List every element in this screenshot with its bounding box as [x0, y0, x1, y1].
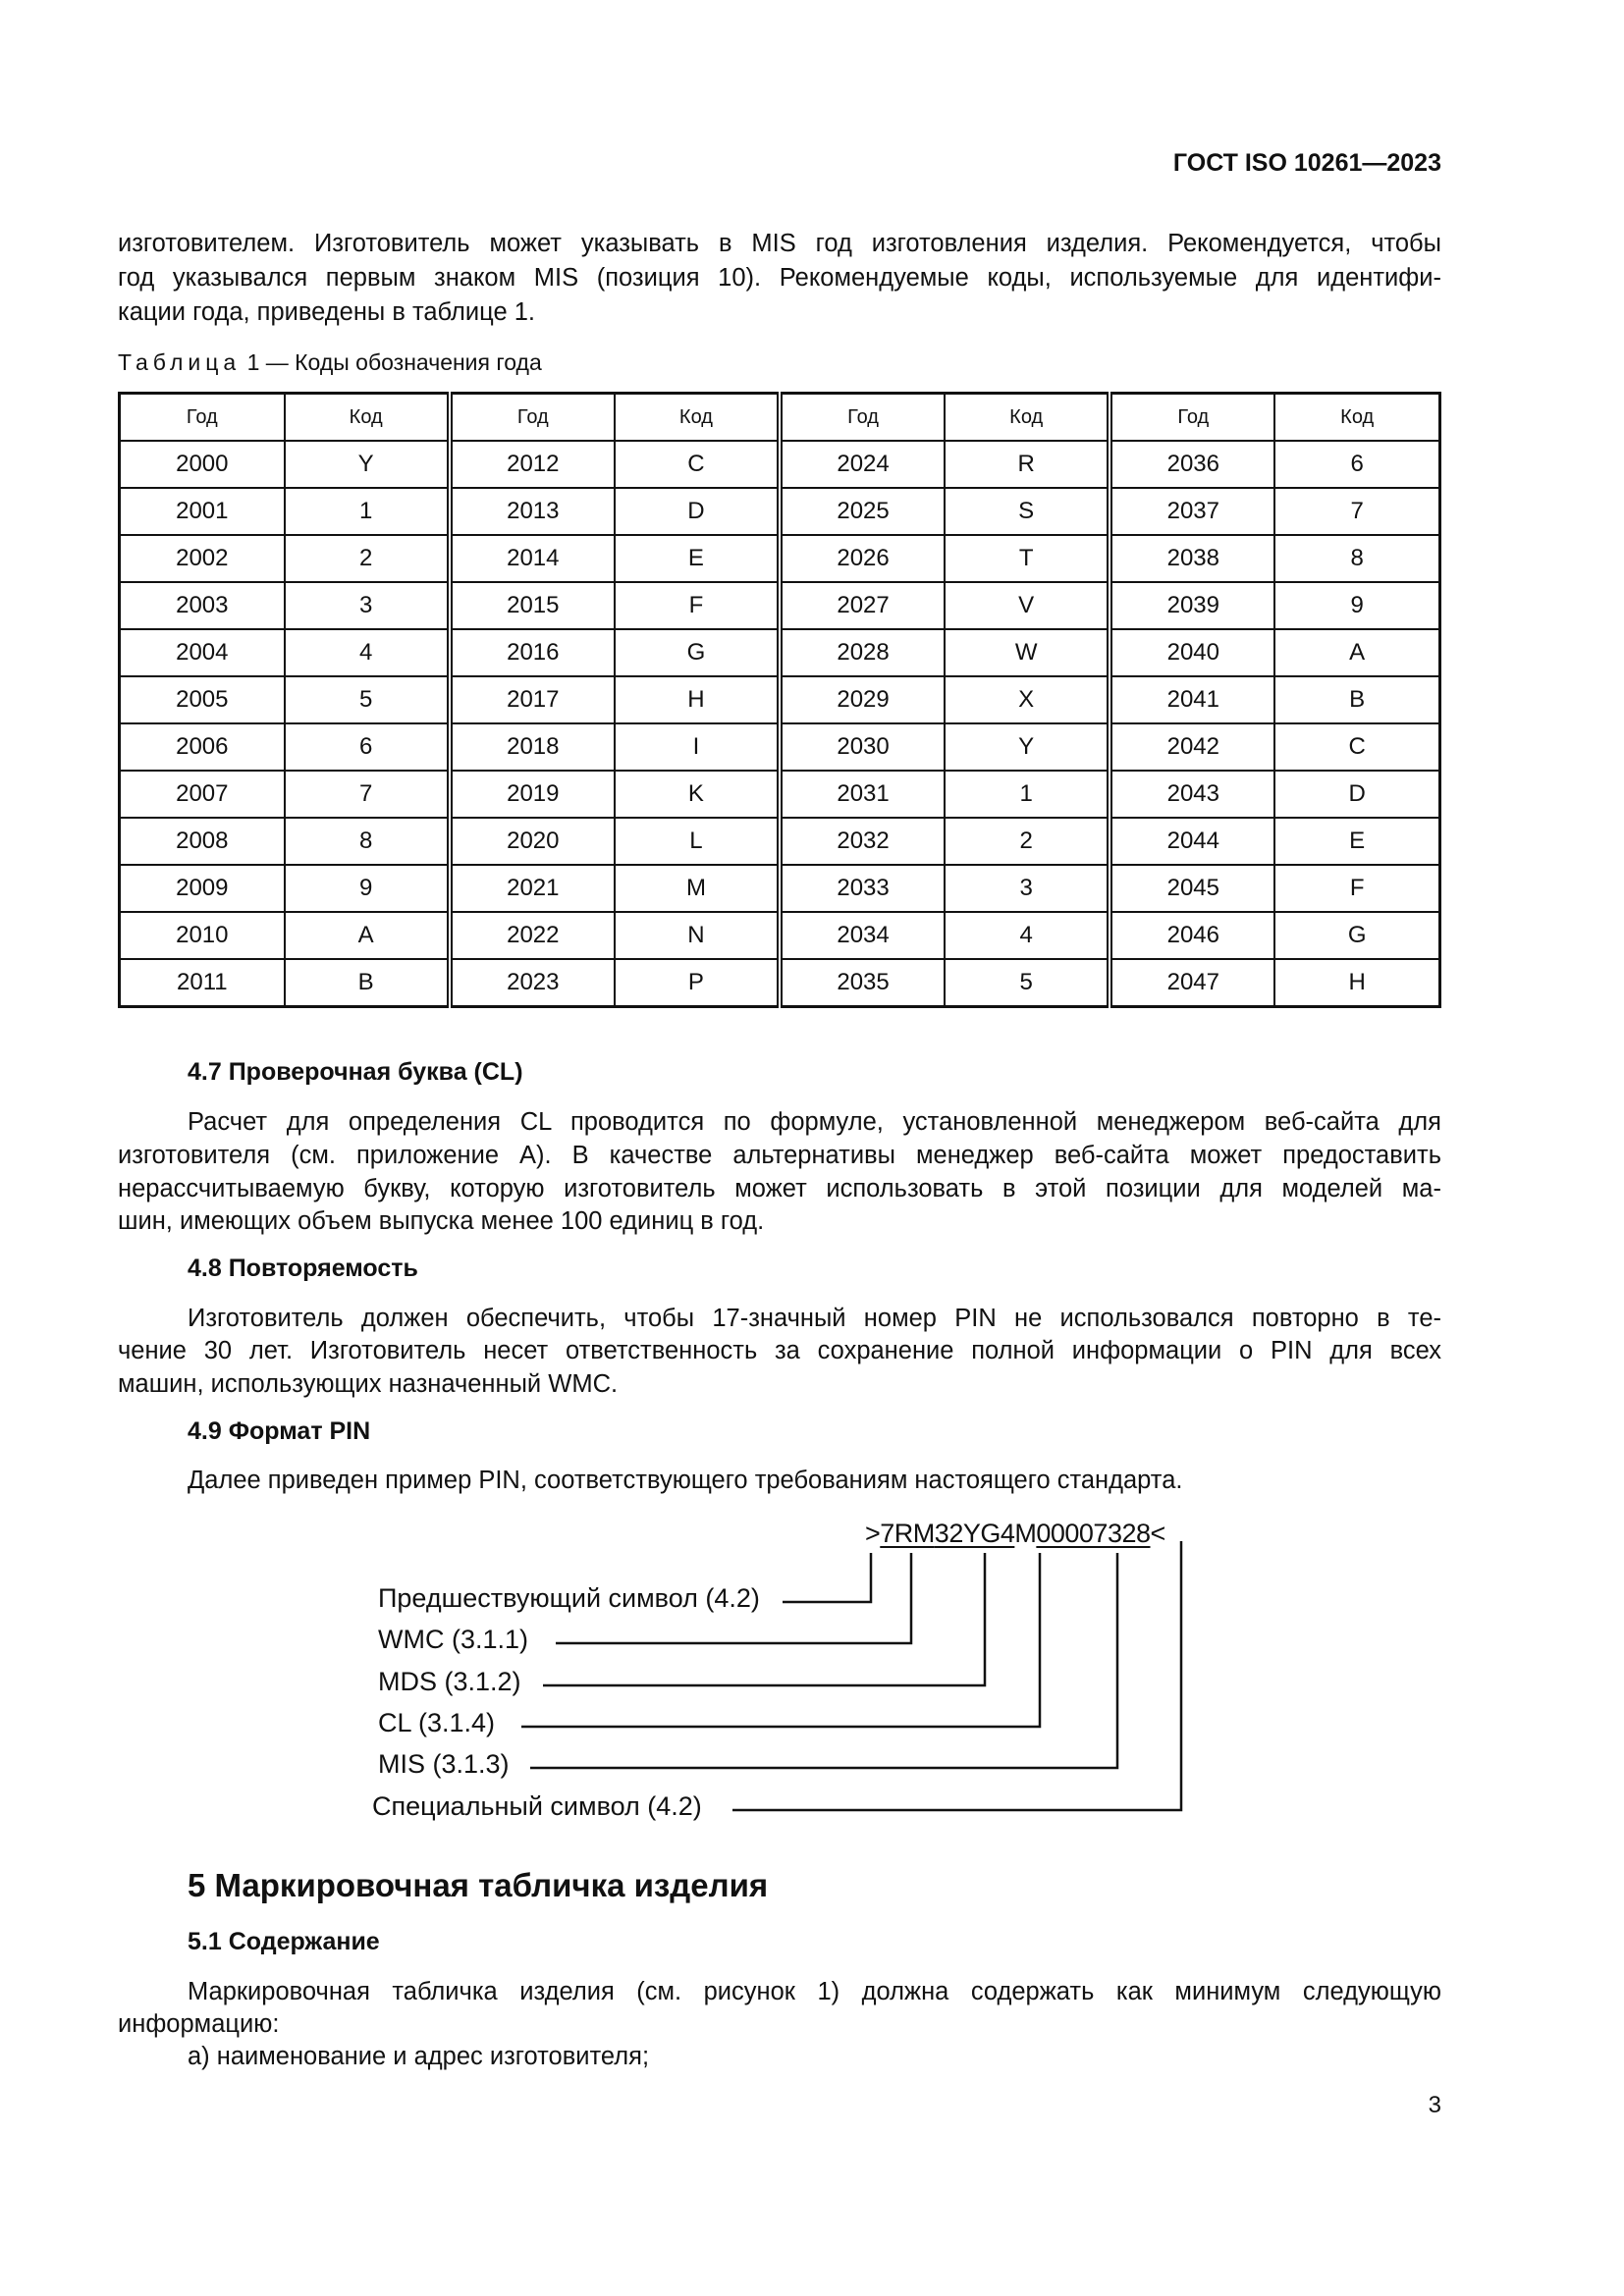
- code-cell: 1: [285, 488, 450, 535]
- code-cell: Код: [615, 394, 780, 442]
- year-cell: 2001: [120, 488, 285, 535]
- code-cell: 3: [285, 582, 450, 629]
- table-caption-title: 1 — Коды обозначения года: [246, 349, 542, 375]
- code-cell: S: [945, 488, 1110, 535]
- code-cell: A: [285, 912, 450, 959]
- s47-line-2: изготовителя (см. приложение А). В качестве альтернативы менеджер веб-сайта может предоставить: [118, 1142, 1441, 1169]
- code-cell: G: [615, 629, 780, 676]
- code-cell: L: [615, 818, 780, 865]
- code-cell: Y: [285, 441, 450, 488]
- s48-line-1: Изготовитель должен обеспечить, чтобы 17-значный номер PIN не использовался повторно в те-: [188, 1305, 1441, 1332]
- code-cell: F: [615, 582, 780, 629]
- year-cell: 2010: [120, 912, 285, 959]
- code-cell: Код: [1274, 394, 1439, 442]
- code-cell: B: [1274, 676, 1439, 723]
- code-cell: 6: [285, 723, 450, 771]
- table-caption-label: Таблица: [118, 349, 242, 375]
- code-cell: C: [615, 441, 780, 488]
- code-cell: C: [1274, 723, 1439, 771]
- year-cell: 2043: [1110, 771, 1274, 818]
- pin-cl: M: [1014, 1519, 1037, 1548]
- year-cell: 2023: [450, 959, 615, 1007]
- year-cell: 2018: [450, 723, 615, 771]
- year-cell: 2029: [780, 676, 945, 723]
- s48-line-2: чение 30 лет. Изготовитель несет ответственность за сохранение полной информации о PIN для всех: [118, 1337, 1441, 1364]
- year-cell: 2031: [780, 771, 945, 818]
- section-5-heading: 5 Маркировочная табличка изделия: [188, 1867, 769, 1903]
- code-cell: E: [615, 535, 780, 582]
- code-cell: P: [615, 959, 780, 1007]
- s48-line-3: машин, использующих назначенный WMC.: [118, 1370, 619, 1398]
- code-cell: M: [615, 865, 780, 912]
- leader-cl: [521, 1553, 1040, 1727]
- code-cell: 5: [285, 676, 450, 723]
- code-cell: B: [285, 959, 450, 1007]
- leader-mis: [530, 1553, 1117, 1768]
- year-cell: 2038: [1110, 535, 1274, 582]
- pin-end-symbol: <: [1150, 1519, 1165, 1548]
- code-cell: T: [945, 535, 1110, 582]
- year-cell: 2034: [780, 912, 945, 959]
- year-cell: 2017: [450, 676, 615, 723]
- pin-label-wmc: WMC (3.1.1): [378, 1625, 529, 1654]
- code-cell: V: [945, 582, 1110, 629]
- year-cell: 2047: [1110, 959, 1274, 1007]
- pin-label-cl: CL (3.1.4): [378, 1708, 496, 1737]
- pin-label-mis: MIS (3.1.3): [378, 1749, 510, 1779]
- code-cell: 8: [1274, 535, 1439, 582]
- code-cell: D: [615, 488, 780, 535]
- year-cell: 2013: [450, 488, 615, 535]
- code-cell: 6: [1274, 441, 1439, 488]
- code-cell: 5: [945, 959, 1110, 1007]
- code-cell: H: [1274, 959, 1439, 1007]
- year-cell: 2021: [450, 865, 615, 912]
- code-cell: N: [615, 912, 780, 959]
- pin-label-end: Специальный символ (4.2): [372, 1791, 702, 1821]
- s47-line-3: нерассчитываемую букву, которую изготовитель может использовать в этой позиции для моделей ма-: [118, 1175, 1441, 1202]
- code-cell: 8: [285, 818, 450, 865]
- code-cell: A: [1274, 629, 1439, 676]
- year-cell: 2015: [450, 582, 615, 629]
- year-cell: 2004: [120, 629, 285, 676]
- s51-line-2: информацию:: [118, 2010, 280, 2038]
- section-4-9-heading: 4.9 Формат PIN: [188, 1417, 371, 1445]
- leader-end: [732, 1541, 1181, 1810]
- code-cell: K: [615, 771, 780, 818]
- code-cell: 2: [285, 535, 450, 582]
- year-cell: 2011: [120, 959, 285, 1007]
- year-cell: 2025: [780, 488, 945, 535]
- year-cell: 2005: [120, 676, 285, 723]
- year-cell: Год: [1110, 394, 1274, 442]
- year-cell: 2035: [780, 959, 945, 1007]
- code-cell: 2: [945, 818, 1110, 865]
- code-cell: 9: [285, 865, 450, 912]
- pin-label-mds: MDS (3.1.2): [378, 1667, 521, 1696]
- year-cell: 2006: [120, 723, 285, 771]
- year-cell: 2022: [450, 912, 615, 959]
- code-cell: E: [1274, 818, 1439, 865]
- year-cell: Год: [450, 394, 615, 442]
- year-cell: Год: [780, 394, 945, 442]
- year-cell: 2024: [780, 441, 945, 488]
- code-cell: 7: [285, 771, 450, 818]
- year-cell: 2030: [780, 723, 945, 771]
- intro-line-2: год указывался первым знаком MIS (позиция 10). Рекомендуемые коды, используемые для идентифи-: [118, 264, 1441, 292]
- year-cell: 2033: [780, 865, 945, 912]
- year-cell: 2014: [450, 535, 615, 582]
- page-number: 3: [1428, 2092, 1441, 2118]
- year-cell: 2032: [780, 818, 945, 865]
- code-cell: Y: [945, 723, 1110, 771]
- year-cell: 2012: [450, 441, 615, 488]
- year-cell: 2019: [450, 771, 615, 818]
- pin-mis: 00007328: [1036, 1519, 1151, 1548]
- document-id-header: ГОСТ ISO 10261—2023: [1172, 149, 1441, 177]
- year-cell: 2026: [780, 535, 945, 582]
- code-cell: Код: [285, 394, 450, 442]
- s47-line-4: шин, имеющих объем выпуска менее 100 единиц в год.: [118, 1207, 765, 1235]
- year-cell: 2000: [120, 441, 285, 488]
- year-cell: 2046: [1110, 912, 1274, 959]
- year-cell: 2016: [450, 629, 615, 676]
- leader-mds: [543, 1553, 985, 1685]
- pin-mds: 32YG4: [934, 1519, 1015, 1548]
- code-cell: 1: [945, 771, 1110, 818]
- code-cell: I: [615, 723, 780, 771]
- year-cell: 2027: [780, 582, 945, 629]
- code-cell: G: [1274, 912, 1439, 959]
- year-cell: 2036: [1110, 441, 1274, 488]
- leader-wmc: [556, 1553, 911, 1643]
- s51-line-1: Маркировочная табличка изделия (см. рисунок 1) должна содержать как минимум следующую: [188, 1978, 1441, 2005]
- code-cell: H: [615, 676, 780, 723]
- year-cell: 2003: [120, 582, 285, 629]
- year-cell: 2042: [1110, 723, 1274, 771]
- code-cell: X: [945, 676, 1110, 723]
- year-cell: 2044: [1110, 818, 1274, 865]
- section-4-7-heading: 4.7 Проверочная буква (CL): [188, 1058, 523, 1086]
- code-cell: 4: [285, 629, 450, 676]
- year-cell: 2008: [120, 818, 285, 865]
- code-cell: 4: [945, 912, 1110, 959]
- year-cell: 2007: [120, 771, 285, 818]
- year-cell: 2028: [780, 629, 945, 676]
- s51-item-a: а) наименование и адрес изготовителя;: [188, 2043, 650, 2070]
- pin-label-start: Предшествующий символ (4.2): [378, 1583, 760, 1613]
- year-cell: 2045: [1110, 865, 1274, 912]
- s49-line-1: Далее приведен пример PIN, соответствующего требованиям настоящего стандарта.: [188, 1467, 1183, 1494]
- code-cell: 7: [1274, 488, 1439, 535]
- code-cell: D: [1274, 771, 1439, 818]
- leader-start: [783, 1553, 871, 1602]
- intro-line-1: изготовителем. Изготовитель может указывать в MIS год изготовления изделия. Рекомендуется, чтобы: [118, 230, 1441, 257]
- year-cell: 2041: [1110, 676, 1274, 723]
- year-cell: 2037: [1110, 488, 1274, 535]
- year-cell: 2009: [120, 865, 285, 912]
- year-cell: 2039: [1110, 582, 1274, 629]
- s47-line-1: Расчет для определения CL проводится по формуле, установленной менеджером веб-сайта для: [188, 1108, 1441, 1136]
- year-cell: Год: [120, 394, 285, 442]
- section-4-8-heading: 4.8 Повторяемость: [188, 1255, 418, 1282]
- code-cell: 3: [945, 865, 1110, 912]
- year-cell: 2020: [450, 818, 615, 865]
- code-cell: W: [945, 629, 1110, 676]
- intro-line-3: кации года, приведены в таблице 1.: [118, 298, 535, 326]
- year-cell: 2040: [1110, 629, 1274, 676]
- year-cell: 2002: [120, 535, 285, 582]
- pin-wmc: 7RM: [880, 1519, 935, 1548]
- code-cell: 9: [1274, 582, 1439, 629]
- code-cell: Код: [945, 394, 1110, 442]
- code-cell: R: [945, 441, 1110, 488]
- section-5-1-heading: 5.1 Содержание: [188, 1928, 380, 1955]
- code-cell: F: [1274, 865, 1439, 912]
- pin-start-symbol: >: [865, 1519, 881, 1548]
